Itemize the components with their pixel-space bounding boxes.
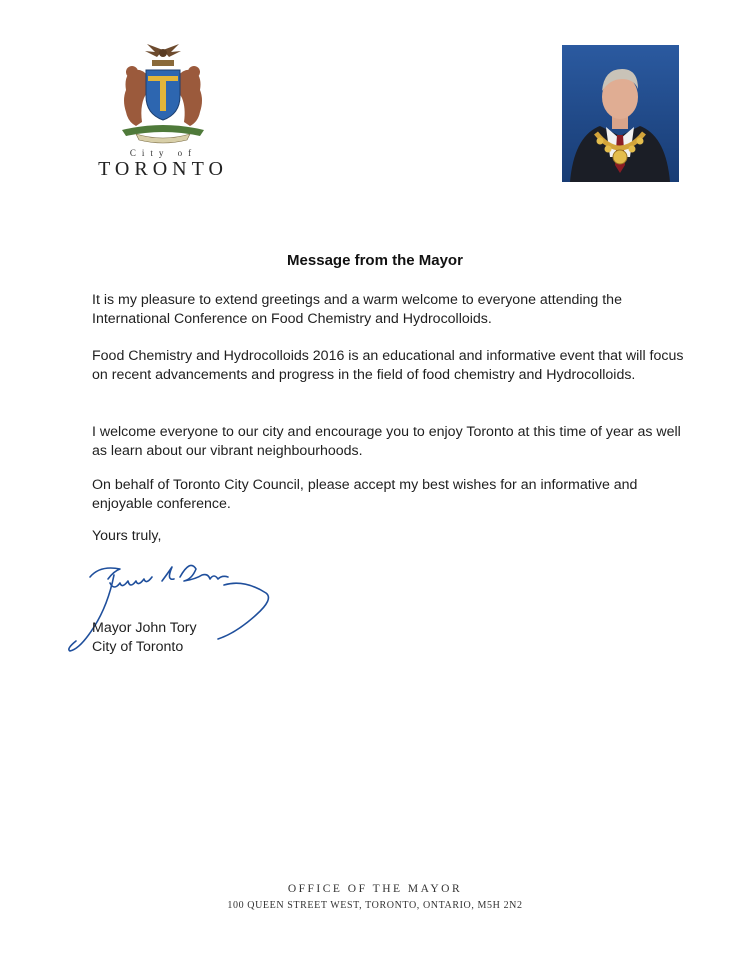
signer-name: Mayor John Tory — [92, 620, 197, 636]
signer-city: City of Toronto — [92, 639, 184, 655]
logo-city-of-text: City of — [129, 148, 198, 158]
letter-paragraph-1: It is my pleasure to extend greetings and a warm welcome to everyone attending the International Conference on Food Chemistry and Hydrocolloids. — [92, 292, 622, 327]
toronto-coat-of-arms-logo — [108, 40, 218, 150]
letter-paragraph-3: I welcome everyone to our city and encourage you to enjoy Toronto at this time of year as well as learn about our vibrant neighbourhoods. — [92, 424, 681, 459]
letter-paragraph-2: Food Chemistry and Hydrocolloids 2016 is an educational and informative event that will focus on recent advancements and progress in the field of food chemistry and Hydrocolloids. — [92, 348, 684, 383]
letter-title: Message from the Mayor — [287, 252, 463, 269]
footer-address: 100 QUEEN STREET WEST, TORONTO, ONTARIO, M5H 2N2 — [227, 900, 523, 911]
footer-office: OFFICE OF THE MAYOR — [287, 883, 463, 895]
logo-toronto-text: TORONTO — [98, 158, 228, 180]
mayor-photo — [562, 45, 679, 182]
letter-closing: Yours truly, — [92, 528, 162, 544]
letter-paragraph-4: On behalf of Toronto City Council, please accept my best wishes for an informative and enjoyable conference. — [92, 477, 638, 512]
